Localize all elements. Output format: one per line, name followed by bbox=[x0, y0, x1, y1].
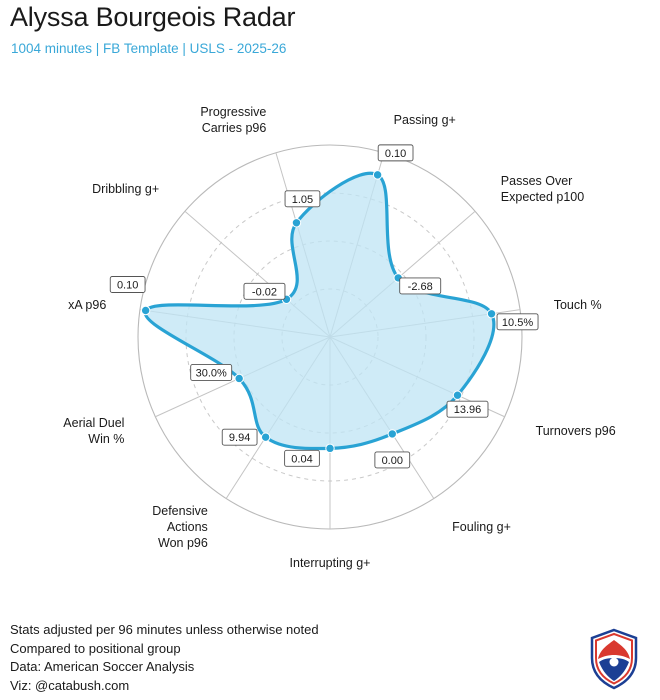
svg-text:0.10: 0.10 bbox=[384, 147, 407, 160]
radar-value-label-2 bbox=[497, 314, 538, 330]
radar-area-fill bbox=[145, 173, 494, 448]
radar-value-label-4 bbox=[375, 452, 410, 468]
radar-value-label-10 bbox=[285, 191, 320, 207]
radar-value-label-7 bbox=[191, 364, 232, 380]
radar-point-4 bbox=[388, 430, 396, 438]
radar-point-8 bbox=[141, 306, 149, 314]
radar-chart bbox=[0, 60, 660, 610]
radar-axis-label-4 bbox=[452, 520, 511, 534]
svg-text:Progressive: Progressive bbox=[200, 105, 267, 120]
radar-axis-label-9 bbox=[92, 182, 159, 196]
radar-point-5 bbox=[326, 444, 334, 452]
radar-axis-label-5 bbox=[290, 556, 371, 570]
svg-text:-2.68: -2.68 bbox=[407, 280, 433, 293]
svg-text:0.04: 0.04 bbox=[291, 453, 313, 466]
svg-text:10.5%: 10.5% bbox=[501, 316, 534, 329]
radar-value-label-8 bbox=[110, 276, 145, 292]
page-title: Alyssa Bourgeois Radar bbox=[10, 2, 296, 32]
svg-text:Touch %: Touch % bbox=[553, 297, 602, 312]
radar-point-6 bbox=[261, 433, 269, 441]
svg-text:Aerial Duel: Aerial Duel bbox=[63, 415, 125, 430]
svg-text:Won p96: Won p96 bbox=[158, 536, 208, 551]
radar-chart-svg bbox=[0, 60, 660, 610]
footer-line-3: Data: American Soccer Analysis bbox=[10, 659, 195, 674]
svg-text:Turnovers p96: Turnovers p96 bbox=[535, 423, 616, 438]
radar-point-0 bbox=[373, 171, 381, 179]
svg-text:Passing g+: Passing g+ bbox=[393, 113, 456, 128]
footer-notes bbox=[10, 621, 319, 695]
page-subtitle: 1004 minutes | FB Template | USLS - 2025-26 bbox=[11, 41, 287, 56]
footer-line-1: Stats adjusted per 96 minutes unless otherwise noted bbox=[10, 622, 319, 637]
radar-value-label-6 bbox=[222, 429, 257, 445]
radar-point-10 bbox=[292, 219, 300, 227]
radar-value-label-1 bbox=[400, 278, 441, 294]
radar-axis-label-6 bbox=[152, 504, 208, 550]
svg-text:-0.02: -0.02 bbox=[251, 286, 278, 299]
svg-text:Defensive: Defensive bbox=[152, 504, 208, 519]
radar-value-label-0 bbox=[378, 145, 413, 161]
svg-text:9.94: 9.94 bbox=[228, 432, 251, 445]
svg-text:Expected p100: Expected p100 bbox=[500, 190, 585, 205]
footer-line-4: Viz: @catabush.com bbox=[10, 677, 130, 693]
svg-text:Actions: Actions bbox=[166, 520, 208, 535]
svg-text:Fouling g+: Fouling g+ bbox=[452, 520, 511, 535]
svg-text:30.0%: 30.0% bbox=[195, 367, 227, 380]
svg-text:Interrupting g+: Interrupting g+ bbox=[289, 556, 371, 570]
svg-text:Carries p96: Carries p96 bbox=[201, 121, 267, 136]
svg-text:1.05: 1.05 bbox=[291, 193, 314, 206]
club-logo bbox=[586, 628, 642, 690]
radar-point-3 bbox=[453, 391, 461, 399]
radar-point-7 bbox=[235, 374, 243, 382]
radar-axis-label-7 bbox=[63, 416, 124, 446]
radar-axis-label-0 bbox=[394, 113, 456, 127]
radar-axis-label-2 bbox=[554, 298, 602, 312]
radar-axis-label-8 bbox=[68, 298, 106, 312]
footer-line-2: Compared to positional group bbox=[10, 640, 181, 656]
svg-text:Passes Over: Passes Over bbox=[500, 174, 573, 189]
svg-text:Win %: Win % bbox=[88, 431, 125, 446]
radar-value-label-9 bbox=[244, 283, 285, 299]
svg-text:Dribbling g+: Dribbling g+ bbox=[92, 182, 160, 197]
radar-axis-label-10 bbox=[200, 105, 266, 135]
radar-axis-label-1 bbox=[501, 174, 584, 204]
svg-text:13.96: 13.96 bbox=[453, 404, 482, 417]
radar-value-label-3 bbox=[447, 401, 488, 417]
radar-point-2 bbox=[487, 310, 495, 318]
svg-text:0.10: 0.10 bbox=[116, 279, 139, 292]
svg-text:0.00: 0.00 bbox=[381, 454, 403, 467]
svg-text:xA p96: xA p96 bbox=[68, 297, 107, 312]
radar-axis-label-3 bbox=[536, 424, 616, 438]
radar-value-label-5 bbox=[285, 450, 320, 466]
